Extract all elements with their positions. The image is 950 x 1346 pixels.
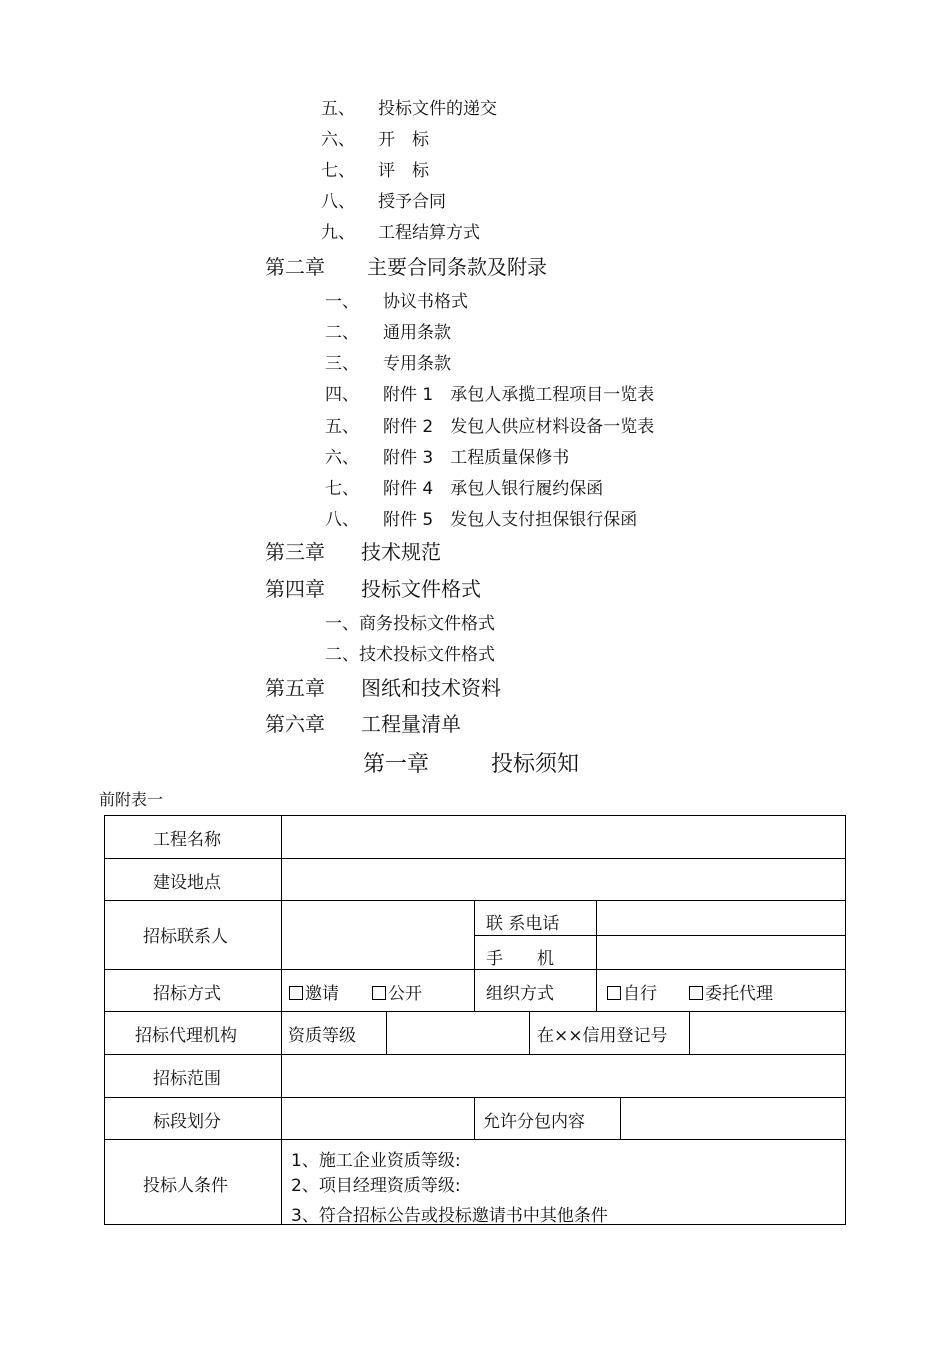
- scope-field[interactable]: [284, 1057, 844, 1095]
- toc-item-text: 专用条款: [383, 354, 451, 374]
- toc-chapter-title: 技术规范: [361, 540, 441, 564]
- invite-label: 邀请: [305, 984, 339, 1004]
- self-label: 自行: [623, 984, 657, 1004]
- toc-chapter-number: 第六章: [265, 712, 325, 736]
- toc-item-number: 八、: [325, 510, 359, 530]
- toc-item-number: 八、: [321, 192, 355, 212]
- toc-item-number: 九、: [321, 223, 355, 243]
- toc-item-text: 授予合同: [378, 192, 446, 212]
- phone-field[interactable]: [599, 903, 844, 933]
- toc-item-text: 附件 4 承包人银行履约保函: [383, 479, 604, 499]
- location-field[interactable]: [284, 861, 844, 898]
- checkbox-icon: [289, 986, 303, 1000]
- toc-item-text: 一、商务投标文件格式: [325, 614, 495, 634]
- toc-item-text: 二、技术投标文件格式: [325, 645, 495, 665]
- checkbox-icon: [689, 986, 703, 1000]
- toc-item-text: 开 标: [378, 130, 429, 150]
- toc-item-number: 七、: [321, 161, 355, 181]
- toc-chapter-title: 工程量清单: [361, 712, 461, 736]
- subcontract-field[interactable]: [623, 1100, 844, 1137]
- checkbox-icon: [372, 986, 386, 1000]
- delegate-checkbox[interactable]: [689, 979, 773, 1004]
- label-project-name: 工程名称: [153, 830, 221, 850]
- checkbox-icon: [607, 986, 621, 1000]
- label-qualification: 资质等级: [288, 1026, 356, 1046]
- section-number: 第一章: [363, 752, 430, 777]
- public-label: 公开: [388, 984, 422, 1004]
- toc-item-text: 附件 2 发包人供应材料设备一览表: [383, 417, 655, 437]
- label-scope: 招标范围: [153, 1069, 221, 1089]
- toc-item-number: 四、: [325, 385, 359, 405]
- toc-item-number: 三、: [325, 354, 359, 374]
- toc-item-number: 六、: [325, 448, 359, 468]
- label-credit-reg: 在××信用登记号: [537, 1026, 668, 1046]
- toc-item-text: 工程结算方式: [378, 223, 480, 243]
- label-phone: 联 系电话: [486, 914, 560, 934]
- label-agency: 招标代理机构: [135, 1026, 237, 1046]
- condition-3: 3、符合招标公告或投标邀请书中其他条件: [291, 1206, 608, 1226]
- toc-chapter-number: 第三章: [265, 540, 325, 564]
- credit-reg-field[interactable]: [692, 1014, 844, 1052]
- mobile-field[interactable]: [599, 938, 844, 967]
- toc-item-number: 一、: [325, 292, 359, 312]
- label-mobile: 手 机: [486, 949, 554, 969]
- condition-1: 1、施工企业资质等级:: [291, 1151, 461, 1171]
- toc-item-text: 附件 3 工程质量保修书: [383, 448, 570, 468]
- toc-item-text: 评 标: [378, 161, 429, 181]
- label-sections: 标段划分: [153, 1112, 221, 1132]
- toc-chapter-number: 第二章: [265, 255, 325, 279]
- toc-item-text: 附件 1 承包人承揽工程项目一览表: [383, 385, 655, 405]
- label-location: 建设地点: [153, 873, 221, 893]
- label-contact: 招标联系人: [143, 927, 228, 947]
- contact-field[interactable]: [284, 903, 472, 967]
- sections-field[interactable]: [284, 1100, 472, 1137]
- public-checkbox[interactable]: [372, 979, 422, 1004]
- label-bidder-conditions: 投标人条件: [143, 1176, 228, 1196]
- section-title: 投标须知: [491, 752, 580, 777]
- toc-item-number: 六、: [321, 130, 355, 150]
- toc-item-number: 二、: [325, 323, 359, 343]
- toc-item-text: 通用条款: [383, 323, 451, 343]
- invite-checkbox[interactable]: [289, 979, 339, 1004]
- toc-chapter-number: 第五章: [265, 676, 325, 700]
- toc-item-number: 五、: [325, 417, 359, 437]
- label-org-method: 组织方式: [486, 984, 554, 1004]
- label-method: 招标方式: [153, 984, 221, 1004]
- label-subcontract: 允许分包内容: [483, 1112, 585, 1132]
- self-checkbox[interactable]: [607, 979, 657, 1004]
- toc-chapter-number: 第四章: [265, 577, 325, 601]
- qualification-field[interactable]: [389, 1014, 527, 1052]
- toc-chapter-title: 投标文件格式: [361, 577, 481, 601]
- toc-item-text: 协议书格式: [383, 292, 468, 312]
- project-name-field[interactable]: [284, 818, 844, 856]
- toc-item-number: 七、: [325, 479, 359, 499]
- condition-2: 2、项目经理资质等级:: [291, 1176, 461, 1196]
- toc-item-text: 投标文件的递交: [378, 99, 497, 119]
- toc-item-text: 附件 5 发包人支付担保银行保函: [383, 510, 638, 530]
- toc-chapter-title: 主要合同条款及附录: [367, 255, 547, 279]
- table-caption: 前附表一: [99, 790, 164, 809]
- toc-chapter-title: 图纸和技术资料: [361, 676, 501, 700]
- delegate-label: 委托代理: [705, 984, 773, 1004]
- toc-item-number: 五、: [321, 99, 355, 119]
